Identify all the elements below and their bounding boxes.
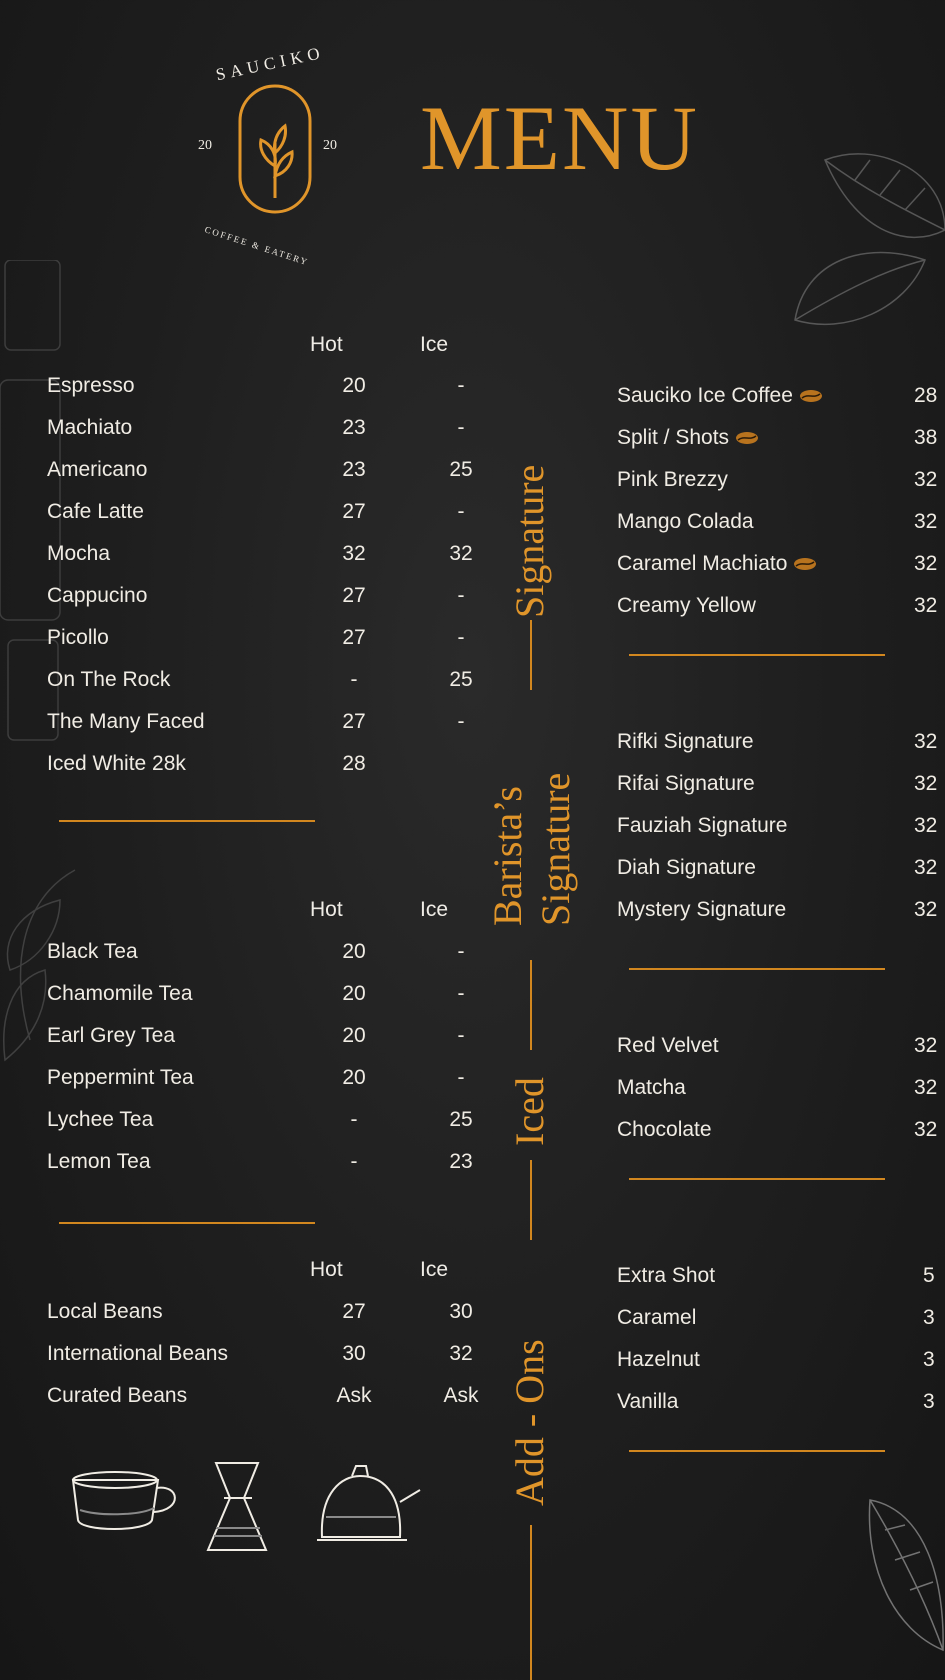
table-row xyxy=(47,668,487,710)
item-name: Rifai Signature xyxy=(617,772,755,795)
chemex-icon xyxy=(196,1458,280,1558)
section-divider xyxy=(629,968,885,970)
price: 32 xyxy=(914,1034,938,1057)
item-name: The Many Faced xyxy=(47,710,205,733)
price: 32 xyxy=(914,468,938,491)
item-name: Fauziah Signature xyxy=(617,814,788,837)
logo-year-right: 20 xyxy=(323,138,337,153)
item-name: Creamy Yellow xyxy=(617,594,756,617)
hot-price: 20 xyxy=(342,940,366,963)
ice-price: - xyxy=(457,710,465,733)
ice-price: - xyxy=(457,982,465,1005)
table-row xyxy=(47,500,487,542)
logo-brand: SAUCIKO xyxy=(214,42,327,85)
list-item xyxy=(617,1306,945,1348)
section-divider xyxy=(629,1450,885,1452)
table-row xyxy=(47,1300,487,1342)
section-divider xyxy=(59,1222,315,1224)
hot-price: 30 xyxy=(342,1342,366,1365)
list-item xyxy=(617,594,945,636)
vertical-divider-line xyxy=(530,1525,532,1680)
hot-price: 20 xyxy=(342,374,366,397)
item-name: Lemon Tea xyxy=(47,1150,151,1173)
leaf-sketch-bottom-right xyxy=(865,1490,945,1660)
price: 32 xyxy=(914,898,938,921)
price: 32 xyxy=(914,1118,938,1141)
table-row xyxy=(47,1384,487,1426)
list-item xyxy=(617,1348,945,1390)
item-name: Mystery Signature xyxy=(617,898,787,921)
tea-hot-header: Hot xyxy=(310,898,343,921)
list-item xyxy=(617,730,945,772)
item-name: Pink Brezzy xyxy=(617,468,728,491)
list-item xyxy=(617,384,945,426)
list-item xyxy=(617,772,945,814)
ice-price: 25 xyxy=(449,668,473,691)
list-item xyxy=(617,510,945,552)
ice-price: - xyxy=(457,374,465,397)
table-row xyxy=(47,1342,487,1384)
list-item xyxy=(617,1118,945,1160)
table-row xyxy=(47,710,487,752)
item-name: Chamomile Tea xyxy=(47,982,193,1005)
item-name: Lychee Tea xyxy=(47,1108,154,1131)
item-name: Vanilla xyxy=(617,1390,679,1413)
item-name: Local Beans xyxy=(47,1300,163,1323)
table-row xyxy=(47,542,487,584)
page-title: MENU xyxy=(420,87,699,189)
list-item xyxy=(617,1034,945,1076)
table-row xyxy=(47,458,487,500)
section-label-signature: Signature xyxy=(507,464,552,618)
item-name: Rifki Signature xyxy=(617,730,754,753)
price: 32 xyxy=(914,594,938,617)
section-divider xyxy=(59,820,315,822)
hot-price: 20 xyxy=(342,982,366,1005)
ice-price: 25 xyxy=(449,1108,473,1131)
item-name: Americano xyxy=(47,458,148,481)
coffee-hot-header: Hot xyxy=(310,333,343,356)
item-name: Iced White 28k xyxy=(47,752,186,775)
ice-price: 32 xyxy=(449,542,473,565)
ice-price: - xyxy=(457,1024,465,1047)
hot-price: 28 xyxy=(342,752,366,775)
hot-price: 27 xyxy=(342,1300,366,1323)
ice-price: 30 xyxy=(449,1300,473,1323)
section-label-baristas-1: Barista’s xyxy=(485,786,530,926)
price: 32 xyxy=(914,772,938,795)
kettle-icon xyxy=(312,1462,422,1546)
table-row xyxy=(47,626,487,668)
table-row xyxy=(47,1024,487,1066)
item-name: Cafe Latte xyxy=(47,500,144,523)
hot-price: 27 xyxy=(342,500,366,523)
table-row xyxy=(47,982,487,1024)
item-name: Machiato xyxy=(47,416,133,439)
ice-price: - xyxy=(457,626,465,649)
ice-price: 32 xyxy=(449,1342,473,1365)
coffee-cup-icon xyxy=(68,1460,188,1540)
hot-price: - xyxy=(350,1150,358,1173)
hot-price: 23 xyxy=(342,458,366,481)
list-item xyxy=(617,1264,945,1306)
section-label-baristas-2: Signature xyxy=(533,772,578,926)
item-name: Caramel xyxy=(617,1306,697,1329)
price: 38 xyxy=(914,426,938,449)
list-item xyxy=(617,898,945,940)
hot-price: 27 xyxy=(342,710,366,733)
ice-price: 25 xyxy=(449,458,473,481)
item-name: Earl Grey Tea xyxy=(47,1024,175,1047)
item-name: Sauciko Ice Coffee xyxy=(617,384,823,408)
hot-price: 20 xyxy=(342,1024,366,1047)
item-name: Picollo xyxy=(47,626,109,649)
table-row xyxy=(47,584,487,626)
leaf-sketch-top-right xyxy=(785,140,945,340)
price: 3 xyxy=(923,1348,935,1371)
beans-hot-header: Hot xyxy=(310,1258,343,1281)
ice-price: 23 xyxy=(449,1150,473,1173)
item-name: Black Tea xyxy=(47,940,138,963)
coffee-ice-header: Ice xyxy=(420,333,449,356)
coffee-bean-icon xyxy=(793,557,817,571)
list-item xyxy=(617,814,945,856)
list-item xyxy=(617,426,945,468)
table-row xyxy=(47,374,487,416)
ice-price: - xyxy=(457,940,465,963)
hot-price: 23 xyxy=(342,416,366,439)
item-name: Diah Signature xyxy=(617,856,756,879)
table-row xyxy=(47,1150,487,1192)
list-item xyxy=(617,468,945,510)
item-name: Chocolate xyxy=(617,1118,712,1141)
item-name: Peppermint Tea xyxy=(47,1066,194,1089)
price: 32 xyxy=(914,814,938,837)
item-name: Mango Colada xyxy=(617,510,754,533)
hot-price: - xyxy=(350,668,358,691)
item-name: Red Velvet xyxy=(617,1034,719,1057)
ice-price: Ask xyxy=(443,1384,479,1407)
item-name: Extra Shot xyxy=(617,1264,716,1287)
price: 5 xyxy=(923,1264,935,1287)
price: 32 xyxy=(914,730,938,753)
item-name: Split / Shots xyxy=(617,426,759,450)
item-name: International Beans xyxy=(47,1342,228,1365)
price: 28 xyxy=(914,384,938,407)
ice-price: - xyxy=(457,584,465,607)
price: 32 xyxy=(914,856,938,879)
table-row xyxy=(47,1108,487,1150)
tea-ice-header: Ice xyxy=(420,898,449,921)
vertical-divider-line xyxy=(530,620,532,690)
hot-price: 32 xyxy=(342,542,366,565)
list-item xyxy=(617,1076,945,1118)
ice-price: - xyxy=(457,1066,465,1089)
list-item xyxy=(617,856,945,898)
vertical-divider-line xyxy=(530,1160,532,1240)
item-name: Espresso xyxy=(47,374,135,397)
price: 32 xyxy=(914,510,938,533)
brand-logo xyxy=(195,42,355,268)
list-item xyxy=(617,1390,945,1432)
table-row xyxy=(47,940,487,982)
item-name: On The Rock xyxy=(47,668,171,691)
logo-tagline: COFFEE & EATERY xyxy=(203,224,311,268)
section-divider xyxy=(629,1178,885,1180)
price: 32 xyxy=(914,1076,938,1099)
table-row xyxy=(47,752,487,794)
table-row xyxy=(47,416,487,458)
section-label-addons: Add - Ons xyxy=(507,1339,552,1506)
price: 32 xyxy=(914,552,938,575)
item-name: Hazelnut xyxy=(617,1348,700,1371)
hot-price: 27 xyxy=(342,626,366,649)
ice-price: - xyxy=(457,500,465,523)
hot-price: Ask xyxy=(336,1384,372,1407)
ice-price: - xyxy=(457,416,465,439)
vertical-divider-line xyxy=(530,960,532,1050)
list-item xyxy=(617,552,945,594)
item-name: Cappucino xyxy=(47,584,148,607)
item-name: Matcha xyxy=(617,1076,686,1099)
section-divider xyxy=(629,654,885,656)
coffee-bean-icon xyxy=(799,389,823,403)
hot-price: 27 xyxy=(342,584,366,607)
price: 3 xyxy=(923,1390,935,1413)
section-label-iced: Iced xyxy=(507,1077,552,1146)
coffee-bean-icon xyxy=(735,431,759,445)
logo-year-left: 20 xyxy=(198,138,212,153)
beans-ice-header: Ice xyxy=(420,1258,449,1281)
item-name: Mocha xyxy=(47,542,111,565)
hot-price: - xyxy=(350,1108,358,1131)
hot-price: 20 xyxy=(342,1066,366,1089)
table-row xyxy=(47,1066,487,1108)
item-name: Curated Beans xyxy=(47,1384,188,1407)
price: 3 xyxy=(923,1306,935,1329)
item-name: Caramel Machiato xyxy=(617,552,817,576)
